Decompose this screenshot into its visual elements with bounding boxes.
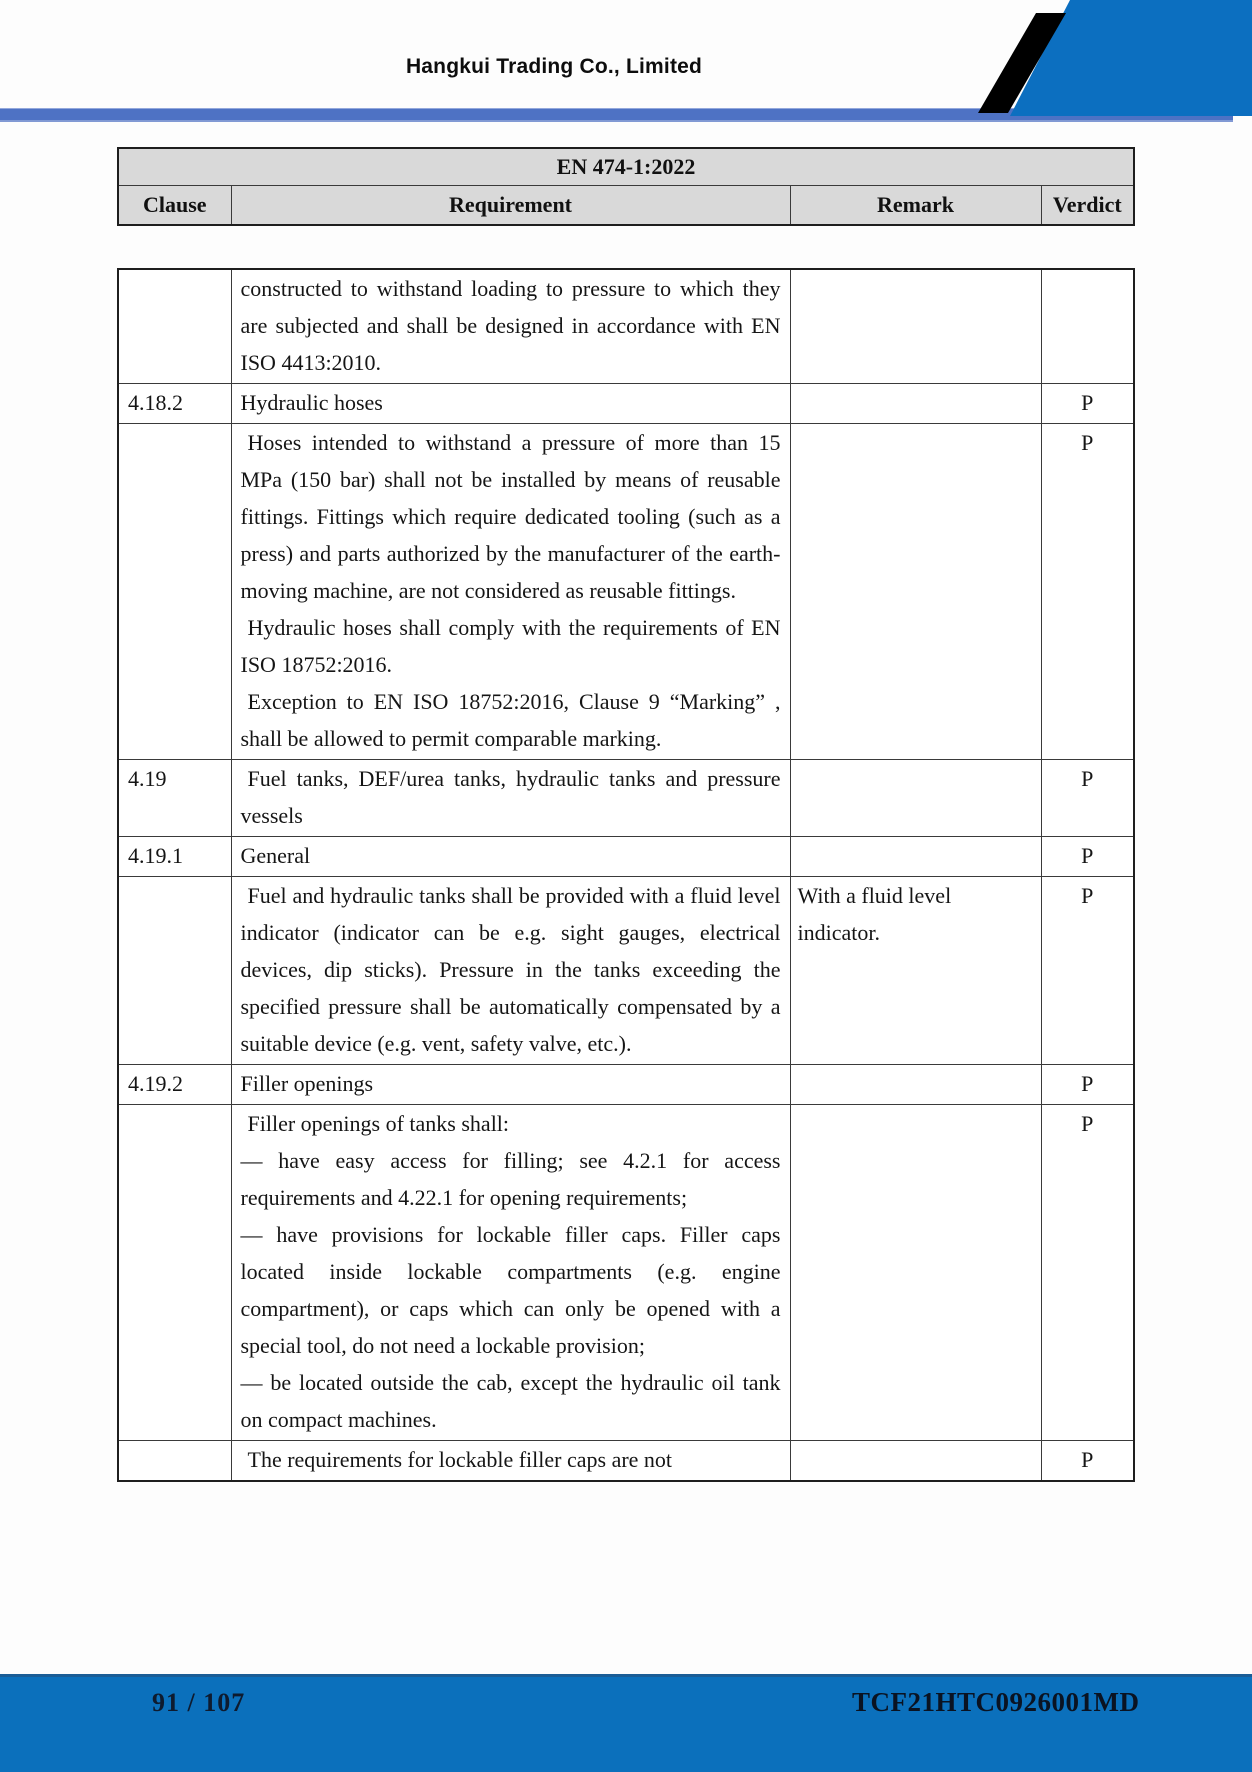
column-header-remark: Remark <box>790 185 1041 225</box>
verdict-cell: P <box>1041 1105 1134 1441</box>
clause-cell <box>118 424 231 760</box>
remark-cell <box>790 760 1041 837</box>
remark-cell: With a fluid level indicator. <box>790 877 1041 1065</box>
requirement-paragraph: Hydraulic hoses shall comply with the requirements of EN ISO 18752:2016. <box>240 615 781 677</box>
page-number: 91 / 107 <box>152 1688 246 1717</box>
remark-cell <box>790 269 1041 384</box>
requirement-paragraph: Filler openings <box>240 1071 374 1096</box>
requirement-cell <box>231 269 790 384</box>
requirement-cell <box>231 384 790 424</box>
requirement-paragraph: Filler openings of tanks shall: <box>247 1111 510 1136</box>
table-row <box>118 1441 1134 1482</box>
table-row <box>118 760 1134 837</box>
remark-cell <box>790 1105 1041 1441</box>
clause-cell <box>118 877 231 1065</box>
table-row <box>118 1105 1134 1441</box>
table-row <box>118 877 1134 1065</box>
remark-cell <box>790 384 1041 424</box>
document-code: TCF21HTC0926001MD <box>852 1687 1140 1717</box>
verdict-cell: P <box>1041 877 1134 1065</box>
clause-cell <box>118 1441 231 1482</box>
clause-cell <box>118 1105 231 1441</box>
column-header-clause: Clause <box>118 185 231 225</box>
clause-cell: 4.19.1 <box>118 837 231 877</box>
table-row <box>118 269 1134 384</box>
clause-cell <box>118 269 231 384</box>
requirement-paragraph: Exception to EN ISO 18752:2016, Clause 9 “Marking” , shall be allowed to permit comparable marking. <box>240 689 781 751</box>
remark-cell <box>790 1441 1041 1482</box>
table-row <box>118 837 1134 877</box>
requirement-cell <box>231 760 790 837</box>
verdict-cell: P <box>1041 760 1134 837</box>
verdict-cell: P <box>1041 1065 1134 1105</box>
remark-cell <box>790 1065 1041 1105</box>
requirements-table <box>117 268 1135 1482</box>
requirement-paragraph: — be located outside the cab, except the hydraulic oil tank on compact machines. <box>240 1370 781 1432</box>
column-header-requirement: Requirement <box>231 185 790 225</box>
table-row <box>118 384 1134 424</box>
verdict-cell: P <box>1041 384 1134 424</box>
requirement-paragraph: — have provisions for lockable filler caps. Filler caps located inside lockable compartments (e.g. engine compartment), or caps which can only be opened with a special tool, do not need a lockable provision; <box>240 1222 781 1358</box>
requirement-paragraph: constructed to withstand loading to pressure to which they are subjected and shall be designed in accordance with EN ISO 4413:2010. <box>240 276 781 375</box>
requirement-cell <box>231 424 790 760</box>
verdict-cell: P <box>1041 424 1134 760</box>
verdict-cell <box>1041 269 1134 384</box>
requirement-cell <box>231 1441 790 1482</box>
column-header-verdict: Verdict <box>1041 185 1134 225</box>
standard-title-row <box>118 148 1134 185</box>
requirement-paragraph: Hydraulic hoses <box>240 390 383 415</box>
requirement-paragraph: — have easy access for filling; see 4.2.1 for access requirements and 4.22.1 for opening requirements; <box>240 1148 781 1210</box>
requirement-cell <box>231 1105 790 1441</box>
requirement-paragraph: Hoses intended to withstand a pressure of more than 15 MPa (150 bar) shall not be installed by means of reusable fittings. Fittings which require dedicated tooling (such as a press) and parts authorized by the manufacturer of the earth-moving machine, are not considered as reusable fittings. <box>240 430 781 603</box>
verdict-cell: P <box>1041 1441 1134 1482</box>
verdict-cell: P <box>1041 837 1134 877</box>
requirement-paragraph: General <box>240 843 311 868</box>
requirement-cell <box>231 837 790 877</box>
clause-cell: 4.19 <box>118 760 231 837</box>
table-row <box>118 424 1134 760</box>
company-title: Hangkui Trading Co., Limited <box>405 55 703 78</box>
corner-banner-graphic <box>950 0 1252 122</box>
column-header-row <box>118 185 1134 225</box>
standard-title: EN 474-1:2022 <box>118 148 1134 185</box>
table-row <box>118 1065 1134 1105</box>
remark-cell <box>790 837 1041 877</box>
clause-cell: 4.18.2 <box>118 384 231 424</box>
requirement-cell <box>231 1065 790 1105</box>
standard-header-table <box>117 147 1135 226</box>
requirement-paragraph: Fuel tanks, DEF/urea tanks, hydraulic tanks and pressure vessels <box>240 766 781 828</box>
requirement-paragraph: Fuel and hydraulic tanks shall be provided with a fluid level indicator (indicator can be e.g. sight gauges, electrical devices, dip sticks). Pressure in the tanks exceeding the specified pressure shall be automatically compensated by a suitable device (e.g. vent, safety valve, etc.). <box>240 883 781 1056</box>
footer-band <box>0 1674 1252 1772</box>
requirement-cell <box>231 877 790 1065</box>
clause-cell: 4.19.2 <box>118 1065 231 1105</box>
remark-cell <box>790 424 1041 760</box>
requirement-paragraph: The requirements for lockable filler caps are not <box>247 1447 673 1472</box>
